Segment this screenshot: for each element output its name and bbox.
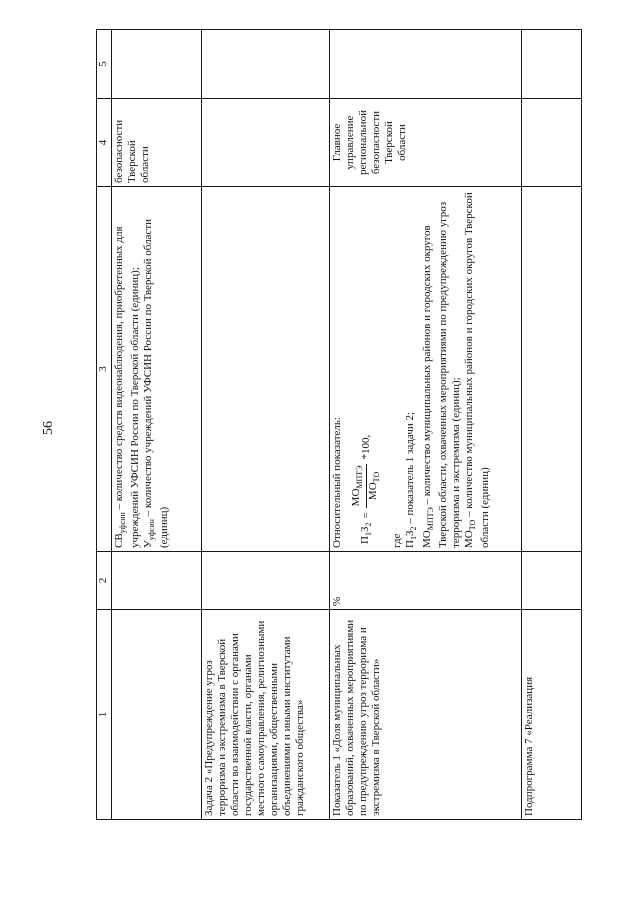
header-col-3: 3 [97,187,112,552]
task-col-1: Задача 2 «Предупреждение угроз терроризма и экстремизма в Тверской области во взаимодействии с органами государственной власти, органами местного самоуправления, религиозными организациями, общественными объединениями и иными институтами гражданского общества» [202,610,330,820]
formula-intro: Относительный показатель: [331,417,343,548]
formula-fraction: $МО_{МПТЭ}$ $МО_{ТО}$ [350,465,382,507]
header-col-5: 5 [97,30,112,99]
task-row [202,30,330,820]
subprogram-col-4 [522,99,582,187]
indicator-row [330,30,522,820]
subprogram-col-2 [522,552,582,610]
subprogram-col-1: Подпрограмма 7 «Реализация [522,610,582,820]
task-col-3 [202,187,330,552]
header-col-1: 1 [97,610,112,820]
header-col-2: 2 [97,552,112,610]
indicator-col-3 [330,187,522,552]
formula-def-3: $МО_{ТО}$ – количество муниципальных районов и городских округов Тверской области (единиц) [462,192,491,548]
header-col-4: 4 [97,99,112,187]
cont-col-1 [112,610,202,820]
task-col-4 [202,99,330,187]
formula-def-1: $П_1З_2$ – показатель 1 задачи 2; [404,411,419,548]
indicator-col-5 [330,30,522,99]
subprogram-col-3 [522,187,582,552]
task-col-2 [202,552,330,610]
indicator-col-4: Главное управление региональной безопасности Тверской области [330,99,522,187]
rotated-table-container [96,30,581,820]
page-number: 56 [41,421,56,435]
continuation-row [112,30,202,820]
subprogram-row [522,30,582,820]
subprogram-col-5 [522,30,582,99]
cont-col-3: $СВ_{уфсин}$ – количество средств видеонаблюдения, приобретенных для учреждений УФСИН России по Тверской области (единиц); $У_{уфсин}$ – количество учреждений УФСИН России по Тверской области (единиц) [112,187,202,552]
formula-def-2: $МО_{МПТЭ}$ – количество муниципальных районов и городских округов Тверской области, охваченных мероприятиями по предупреждению угроз терроризма и экстремизма (единиц); [420,201,462,548]
formula-where: где [391,533,404,548]
formula: $П_1З_2$ = $МО_{МПТЭ}$ $МО_{ТО}$ *100, [350,434,382,544]
indicator-col-2: % [330,552,522,610]
task-col-5 [202,30,330,99]
indicator-table [96,29,582,820]
header-row [97,30,112,820]
cont-col-2 [112,552,202,610]
cont-col-5 [112,30,202,99]
cont-col-4: безопасности Тверской области [112,99,202,187]
indicator-col-1: Показатель 1 «Доля муниципальных образований, охваченных мероприятиями по предупреждению угроз терроризма и экстремизма в Тверской области» [330,610,522,820]
